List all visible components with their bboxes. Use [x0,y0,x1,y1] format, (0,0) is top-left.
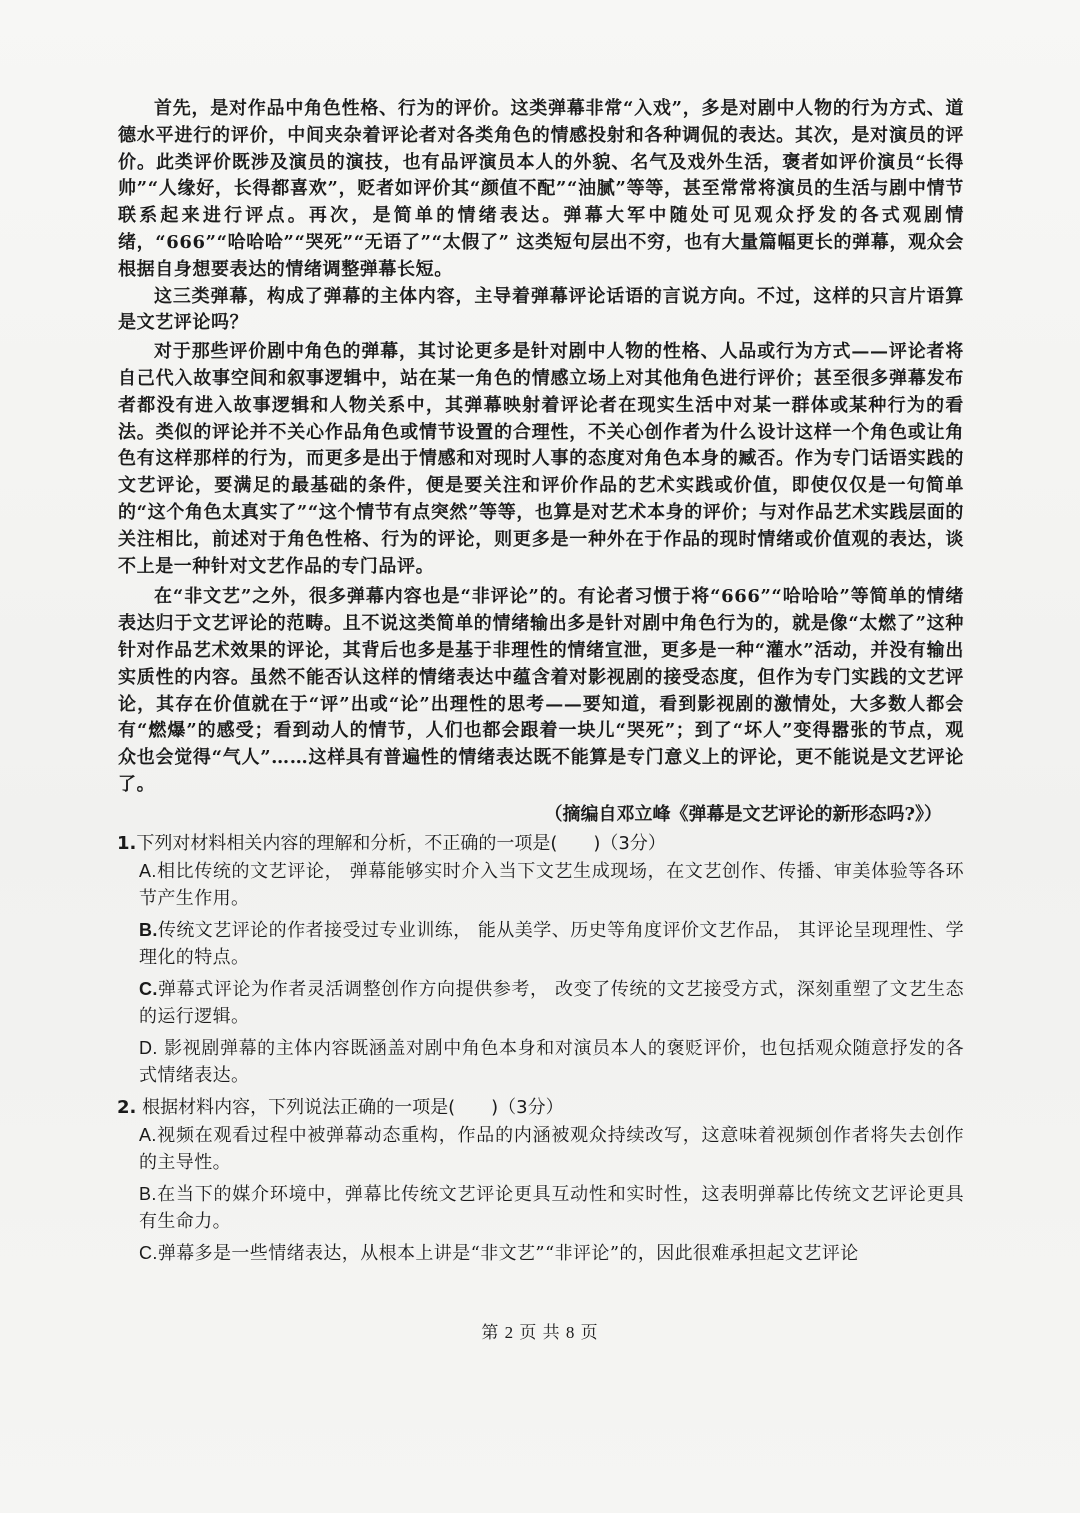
option-d [139,1035,964,1090]
option-text: 影视剧弹幕的主体内容既涵盖对剧中角色本身和对演员本人的褒贬评价，也包括观众随意抒发的各式情绪表达。 [139,1037,964,1087]
option-b [139,917,964,972]
question-stem [117,830,964,858]
option-letter: B. [139,1183,157,1204]
option-letter: B. [139,919,158,940]
question-number: 1. [117,832,137,854]
option-a [139,858,964,913]
option-text: 弹幕式评论为作者灵活调整创作方向提供参考， 改变了传统的文艺接受方式，深刻重塑了文艺生态的运行逻辑。 [139,978,964,1028]
question-number: 2. [117,1096,137,1118]
option-c [139,1240,964,1268]
question-stem [117,1094,964,1122]
option-text: 传统文艺评论的作者接受过专业训练， 能从美学、历史等角度评价文艺作品， 其评论呈现理性、学理化的特点。 [139,919,964,969]
question-1 [118,830,964,1090]
option-letter: D. [139,1037,158,1058]
passage-paragraph-1: 首先，是对作品中角色性格、行为的评价。这类弹幕非常“入戏”，多是对剧中人物的行为方式、道德水平进行的评价，中间夹杂着评论者对各类角色的情感投射和各种调侃的表达。其次，是对演员的评价。此类评价既涉及演员的演技，也有品评演员本人的外貌、名气及戏外生活，褒者如评价演员“长得帅”“人缘好，长得都喜欢”，贬者如评价其“颜值不配”“油腻”等等，甚至常常将演员的生活与剧中情节联系起来进行评点。再次，是简单的情绪表达。弹幕大军中随处可见观众抒发的各式观剧情绪，“666”“哈哈哈”“哭死”“无语了”“太假了” 这类短句层出不穷，也有大量篇幅更长的弹幕，观众会根据自身想要表达的情绪调整弹幕长短。 [118,98,964,280]
option-c [139,976,964,1031]
option-letter: C. [139,978,158,999]
page-number-footer: 第 2 页 共 8 页 [481,1323,599,1342]
option-letter: A. [139,860,157,881]
passage-paragraph-4: 在“非文艺”之外，很多弹幕内容也是“非评论”的。有论者习惯于将“666”“哈哈哈”等简单的情绪表达归于文艺评论的范畴。且不说这类简单的情绪输出多是针对剧中角色行为的，就是像“太燃了”这种针对作品艺术效果的评论，其背后也多是基于非理性的情绪宣泄，更多是一种“灌水”活动，并没有输出实质性的内容。虽然不能否认这样的情绪表达中蕴含着对影视剧的接受态度，但作为专门实践的文艺评论，其存在价值就在于“评”出或“论”出理性的思考——要知道，看到影视剧的激情处，大多数人都会有“燃爆”的感受；看到动人的情节，人们也都会跟着一块儿“哭死”；到了“坏人”变得嚣张的节点，观众也会觉得“气人”……这样具有普遍性的情绪表达既不能算是专门意义上的评论，更不能说是文艺评论了。 [118,586,964,795]
option-text: 相比传统的文艺评论， 弹幕能够实时介入当下文艺生成现场，在文艺创作、传播、审美体验等各环节产生作用。 [139,860,964,910]
option-letter: A. [139,1124,157,1145]
option-text: 弹幕多是一些情绪表达，从根本上讲是“非文艺”“非评论”的，因此很难承担起文艺评论 [157,1242,859,1264]
passage-source: （摘编自邓立峰《弹幕是文艺评论的新形态吗?》） [544,803,942,825]
question-text: 下列对材料相关内容的理解和分析，不正确的一项是( )（3分） [136,832,666,854]
passage-paragraph-3: 对于那些评价剧中角色的弹幕，其讨论更多是针对剧中人物的性格、人品或行为方式——评论者将自己代入故事空间和叙事逻辑中，站在某一角色的情感立场上对其他角色进行评价；甚至很多弹幕发布者都没有进入故事逻辑和人物关系中，其弹幕映射着评论者在现实生活中对某一群体或某种行为的看法。类似的评论并不关心作品角色或情节设置的合理性，不关心创作者为什么设计这样一个角色或让角色有这样那样的行为，而更多是出于情感和对现时人事的态度对角色本身的臧否。作为专门话语实践的文艺评论，要满足的最基础的条件，便是要关注和评价作品的艺术实践或价值，即使仅仅是一句简单的“这个角色太真实了”“这个情节有点突然”等等，也算是对艺术本身的评价；与对作品艺术实践层面的关注相比，前述对于角色性格、行为的评论，则更多是一种外在于作品的现时情绪或价值观的表达，谈不上是一种针对文艺作品的专门品评。 [118,341,964,577]
question-text: 根据材料内容，下列说法正确的一项是( )（3分） [136,1096,564,1118]
option-letter: C. [139,1242,158,1263]
option-a [139,1122,964,1177]
reading-passage [118,96,964,828]
page-content [118,96,964,1271]
option-text: 在当下的媒介环境中，弹幕比传统文艺评论更具互动性和实时性，这表明弹幕比传统文艺评论更具有生命力。 [139,1183,964,1233]
passage-paragraph-2: 这三类弹幕，构成了弹幕的主体内容，主导着弹幕评论话语的言说方向。不过，这样的只言片语算是文艺评论吗？ [118,285,964,334]
option-text: 视频在观看过程中被弹幕动态重构，作品的内涵被观众持续改写，这意味着视频创作者将失去创作的主导性。 [139,1124,964,1174]
question-2 [118,1094,964,1268]
option-b [139,1181,964,1236]
